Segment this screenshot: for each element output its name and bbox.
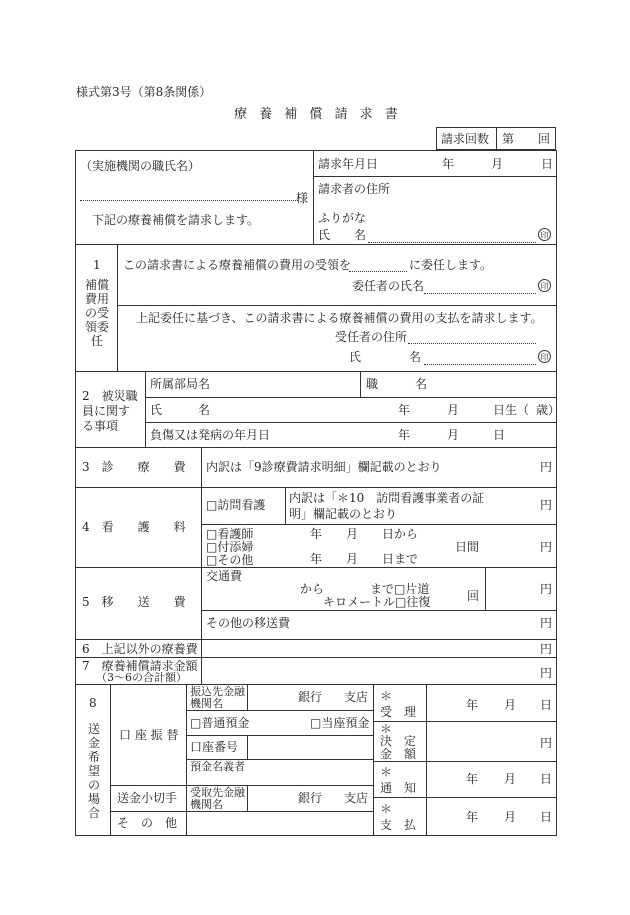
- claim-date-day: 日: [541, 157, 554, 171]
- branch-label: 支店: [344, 690, 369, 704]
- section7-label-1: 7 療養補償請求金額: [82, 659, 198, 673]
- claim-count-kai: 回: [538, 132, 551, 146]
- section5-yen-2: 円: [540, 616, 553, 630]
- notice-label: 通 知: [380, 781, 417, 795]
- institution-label: （実施機関の職氏名）: [80, 159, 201, 173]
- claim-date-year: 年: [442, 157, 455, 171]
- claim-count-label: 請求回数: [441, 132, 490, 146]
- section2-label-2: 員に関す: [82, 404, 131, 418]
- visit-nursing-checkbox[interactable]: □訪問看護: [206, 498, 266, 512]
- notice-year: 年: [466, 772, 479, 786]
- transport-km: キロメートル□往復: [323, 595, 431, 609]
- seal-icon: 印: [538, 279, 551, 292]
- injury-month: 月: [447, 428, 460, 442]
- section5-yen-1: 円: [540, 582, 553, 596]
- section8-side-label: 送金希望の場合: [87, 722, 100, 820]
- furigana-label: ふりがな: [318, 211, 367, 225]
- claim-count-dai: 第: [502, 132, 515, 146]
- position-label-a: 職: [366, 377, 379, 391]
- section2-label-3: る事項: [82, 419, 119, 433]
- savings-checkbox[interactable]: □普通預金: [190, 716, 250, 730]
- section1-number: 1: [93, 258, 101, 272]
- birth-day: 日生（: [493, 403, 530, 417]
- form-number: 様式第3号（第8条関係）: [76, 85, 212, 99]
- request-text: 下記の療養補償を請求します。: [92, 213, 260, 227]
- page-title: 療 養 補 償 請 求 書: [234, 107, 402, 122]
- delegate-request-text: 上記委任に基づき、この請求書による療養補償の費用の支払を請求します。: [136, 311, 543, 325]
- sama: 様: [296, 191, 309, 205]
- age-label: 歳）: [536, 403, 561, 417]
- notice-month: 月: [504, 772, 517, 786]
- attendant-checkbox[interactable]: □付添婦: [206, 540, 254, 554]
- claimant-address-label: 請求者の住所: [318, 182, 391, 196]
- section6-yen: 円: [540, 642, 553, 656]
- section3-label: 3 診 療 費: [82, 460, 186, 474]
- delegate-address-label: 受任者の住所: [335, 330, 408, 344]
- days-label: 日間: [455, 540, 480, 554]
- employee-name-a: 氏: [150, 403, 163, 417]
- received-label: 受 理: [380, 705, 417, 719]
- claimant-name-label: 氏 名: [318, 228, 367, 242]
- section6-label: 6 上記以外の療養費: [82, 642, 198, 656]
- checking-checkbox[interactable]: □当座預金: [310, 716, 370, 730]
- visit-detail-2: 明」欄記載のとおり: [289, 507, 398, 521]
- decided-label-1: 決 定: [380, 734, 417, 748]
- recv-bank-label: 銀行: [298, 791, 323, 805]
- receiving-bank-label: 受取先金融機関名: [190, 786, 245, 811]
- transport-to: まで□片道: [370, 582, 430, 596]
- paid-day: 日: [540, 810, 553, 824]
- to-year: 年: [310, 552, 323, 566]
- transport-times: 回: [467, 589, 480, 603]
- delegate-name-b: 名: [409, 350, 422, 364]
- decided-yen: 円: [540, 736, 553, 750]
- delegate-text-b: に委任します。: [409, 258, 493, 272]
- injury-date-label: 負傷又は発病の年月日: [150, 428, 271, 442]
- bank-name-label: 振込先金融機関名: [190, 685, 245, 710]
- paid-year: 年: [466, 810, 479, 824]
- position-label-b: 名: [415, 377, 428, 391]
- account-holder-label: 預金名義者: [190, 760, 245, 773]
- seal-icon: 印: [538, 350, 551, 363]
- section1-side-label: 補償費用の受領委任: [84, 278, 109, 348]
- paid-label: 支 払: [380, 818, 417, 832]
- delegate-name-a: 氏: [349, 350, 362, 364]
- section7-yen: 円: [540, 666, 553, 680]
- section8-number: 8: [89, 696, 97, 710]
- decided-label-2: 金 額: [380, 747, 417, 761]
- from-text: 日から: [382, 527, 419, 541]
- section7-label-2: （3〜6の合計額）: [96, 671, 187, 684]
- to-month: 月: [346, 552, 359, 566]
- claim-date-label: 請求年月日: [318, 157, 379, 171]
- delegate-text-a: この請求書による療養補償の費用の受領を: [123, 258, 352, 272]
- other-checkbox[interactable]: □その他: [206, 553, 254, 567]
- received-day: 日: [540, 698, 553, 712]
- section2-label-1: 2 被災職: [82, 389, 138, 403]
- section4-yen-2: 円: [540, 540, 553, 554]
- bank-label: 銀行: [298, 690, 323, 704]
- decided-star: ＊: [380, 722, 393, 736]
- received-month: 月: [504, 698, 517, 712]
- visit-detail-1: 内訳は「＊10 訪問看護事業者の証: [289, 491, 485, 505]
- notice-day: 日: [540, 772, 553, 786]
- transport-label: 交通費: [206, 569, 243, 583]
- section5-label: 5 移 送 費: [82, 595, 186, 609]
- from-month: 月: [346, 527, 359, 541]
- paid-month: 月: [504, 810, 517, 824]
- other-transport-label: その他の移送費: [206, 616, 291, 630]
- remittance-check-label: 送金小切手: [117, 791, 178, 805]
- injury-day: 日: [493, 428, 506, 442]
- paid-star: ＊: [380, 802, 393, 816]
- account-number-label: 口座番号: [190, 740, 239, 754]
- other-method-label: そ の 他: [117, 816, 178, 830]
- section4-label: 4 看 護 料: [82, 520, 186, 534]
- injury-year: 年: [398, 428, 411, 442]
- birth-year: 年: [398, 403, 411, 417]
- notice-star: ＊: [380, 765, 393, 779]
- birth-month: 月: [447, 403, 460, 417]
- section3-detail: 内訳は「9診療費請求明細」欄記載のとおり: [206, 460, 442, 474]
- nurse-checkbox[interactable]: □看護師: [206, 527, 254, 541]
- delegator-label: 委任者の氏名: [352, 279, 425, 293]
- seal-icon: 印: [538, 228, 551, 241]
- claim-date-month: 月: [491, 157, 504, 171]
- received-star: ＊: [380, 689, 393, 703]
- received-year: 年: [466, 698, 479, 712]
- employee-name-b: 名: [198, 403, 211, 417]
- section4-yen-1: 円: [540, 498, 553, 512]
- section3-yen: 円: [540, 460, 553, 474]
- account-transfer-label: 口 座 振 替: [119, 728, 179, 742]
- from-year: 年: [310, 527, 323, 541]
- dept-label: 所属部局名: [150, 377, 211, 391]
- recv-branch-label: 支店: [344, 791, 369, 805]
- transport-from: から: [300, 582, 325, 596]
- to-text: 日まで: [382, 552, 419, 566]
